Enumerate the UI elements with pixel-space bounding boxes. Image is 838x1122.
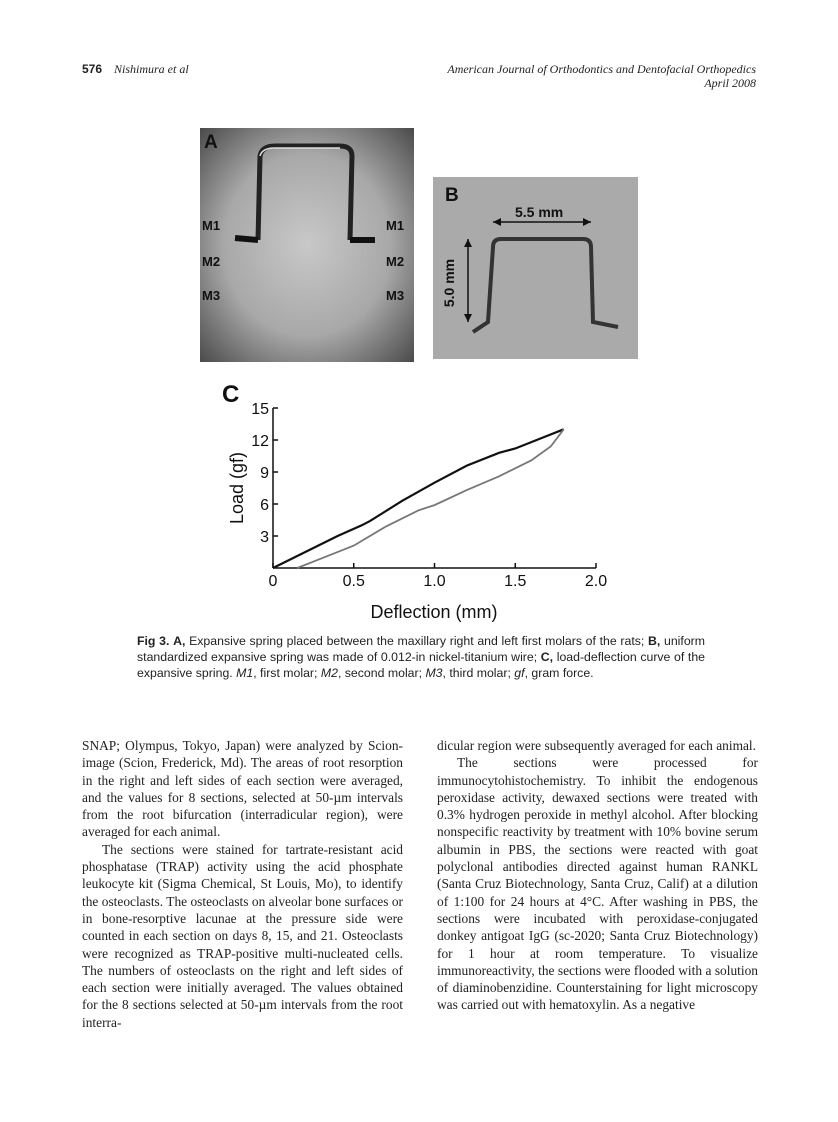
- journal-header: [447, 62, 756, 90]
- x-tick-label: 0.5: [342, 573, 365, 590]
- photo-panel-a: [200, 128, 414, 362]
- paragraph: dicular region were subsequently averaged for each animal.: [437, 738, 757, 753]
- body-column-left: [82, 737, 403, 1031]
- tooth-label-m2-right: M2: [386, 254, 405, 269]
- y-tick-label: 15: [251, 401, 269, 418]
- caption-a: A,: [173, 634, 186, 648]
- caption-m2: M2: [320, 666, 338, 680]
- running-authors: Nishimura et al: [114, 62, 189, 76]
- caption-lead: Fig 3.: [137, 634, 170, 648]
- caption-c-text: load-deflection curve of the expansive spring.: [137, 650, 705, 680]
- x-tick-label: 1.5: [504, 573, 527, 590]
- caption-m3: M3: [425, 666, 443, 680]
- paragraph: The sections were processed for immunocytohistochemistry. To inhibit the endogenous peroxidase activity, dewaxed sections were treated with 0.3% hydrogen peroxide in methyl alcohol. After blocking nonspecific reactivity by treatment with 10% bovine serum albumin in PBS, the sections were reacted with goat polyclonal antibodies directed against human RANKL (Santa Cruz Biotechnology, Santa Cruz, Calif) at a dilution of 1:100 for 24 hours at 4°C. After washing in PBS, the sections were incubated with peroxidase-conjugated donkey antigoat IgG (sc-2020; Santa Cruz Biotechnology) for 1 hour at room temperature. To visualize immunoreactivity, the sections were flooded with a solution of diaminobenzidine. Counterstaining for light microscopy was carried out with hematoxylin. As a negative: [437, 755, 758, 1013]
- panel-b-label: B: [445, 185, 459, 206]
- y-axis-label: Load (gf): [227, 451, 247, 525]
- load-deflection-chart: [200, 375, 620, 625]
- panel-a-label: A: [204, 132, 218, 153]
- paragraph: The sections were stained for tartrate-resistant acid phosphatase (TRAP) activity using the acid phosphate leukocyte kit (Sigma Chemical, St Louis, Mo), to identify the osteoclasts. The osteoclasts on alveolar bone surfaces or in bone-resorptive lacunae at the pressure side were counted in each section on days 8, 15, and 21. Osteoclasts were recognized as TRAP-positive multi-nucleated cells. The numbers of osteoclasts on the right and left sides of each section were initially averaged. The values obtained for the 8 sections selected at 50-µm intervals from the root interra-: [82, 841, 403, 1030]
- loading-curve: [273, 429, 564, 568]
- issue-date: April 2008: [704, 76, 756, 90]
- tooth-label-m1-left: M1: [202, 218, 221, 233]
- y-tick-label: 3: [260, 529, 269, 546]
- photo-panel-b: [433, 177, 638, 359]
- caption-gf-text: , gram force.: [524, 666, 594, 680]
- spring-in-mouth-image: [200, 128, 414, 362]
- caption-a-text: Expansive spring placed between the maxillary right and left first molars of the rats;: [185, 634, 648, 648]
- caption-m1-text: , first molar;: [253, 666, 321, 680]
- x-axis-label: Deflection (mm): [370, 602, 498, 622]
- caption-m1: M1: [236, 666, 254, 680]
- spring-height-label: 5.0 mm: [441, 258, 458, 308]
- x-tick-label: 2.0: [584, 573, 608, 590]
- tooth-label-m3-left: M3: [202, 288, 221, 303]
- caption-gf: gf: [514, 666, 525, 680]
- caption-b-text: uniform standardized expansive spring was made of 0.012-in nickel-titanium wire;: [137, 634, 705, 664]
- tooth-label-m1-right: M1: [386, 218, 405, 233]
- spring-width-label: 5.5 mm: [515, 204, 564, 220]
- y-tick-label: 9: [260, 465, 269, 482]
- figure-caption: [137, 633, 705, 681]
- x-tick-label: 0: [268, 573, 278, 590]
- unloading-curve: [297, 429, 564, 568]
- tooth-label-m3-right: M3: [386, 288, 405, 303]
- y-tick-label: 12: [251, 433, 269, 450]
- caption-m2-text: , second molar;: [337, 666, 426, 680]
- paragraph: SNAP; Olympus, Tokyo, Japan) were analyzed by Scion-image (Scion, Frederick, Md). The areas of root resorption in the right and left sides of each section were averaged, and the values for 8 sections, selected at 50-µm intervals from the root bifurcation (interradicular region), were averaged for each animal.: [82, 738, 403, 840]
- y-tick-label: 6: [260, 497, 269, 514]
- journal-title: American Journal of Orthodontics and Dentofacial Orthopedics: [447, 62, 756, 76]
- caption-b: B,: [648, 634, 661, 648]
- caption-m3-text: , third molar;: [442, 666, 515, 680]
- tooth-label-m2-left: M2: [202, 254, 221, 269]
- panel-c-label: C: [222, 381, 240, 408]
- caption-c: C,: [540, 650, 554, 664]
- x-tick-label: 1.0: [423, 573, 446, 590]
- body-column-right: [437, 737, 758, 1014]
- page-number: 576: [82, 62, 103, 76]
